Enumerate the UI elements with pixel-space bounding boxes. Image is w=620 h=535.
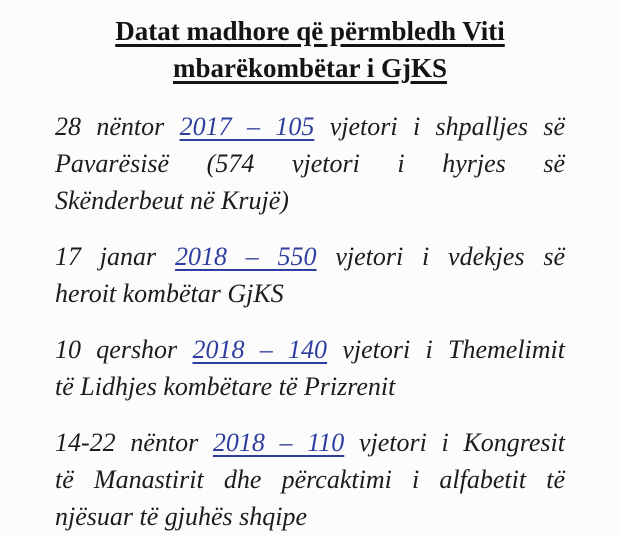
event-line: njësuar të gjuhës shqipe: [55, 502, 308, 531]
event-line: Pavarësisë (574 vjetori i hyrjes së: [55, 149, 565, 178]
anniversary-link[interactable]: 2017 – 105: [179, 112, 315, 141]
event-line: të Manastirit dhe përcaktimi i alfabetit të: [55, 465, 565, 494]
document-title: [55, 13, 565, 87]
event-paragraph-hero-death: [55, 238, 565, 312]
event-date: 10 qershor: [55, 335, 193, 364]
event-date: 17 janar: [55, 242, 175, 271]
anniversary-link[interactable]: 2018 – 110: [212, 428, 345, 457]
event-line: [55, 238, 565, 275]
event-text: vjetori i shpalljes së: [314, 112, 565, 141]
event-text: vjetori i vdekjes së: [316, 242, 566, 271]
event-date: 28 nëntor: [55, 112, 180, 141]
event-paragraph-independence: [55, 108, 565, 219]
event-line: [55, 424, 565, 461]
anniversary-link[interactable]: 2018 – 550: [174, 242, 317, 271]
event-paragraph-congress-manastir: [55, 424, 565, 535]
event-text: vjetori i Themelimit: [327, 335, 565, 364]
anniversary-link[interactable]: 2018 – 140: [192, 335, 328, 364]
document-title-line2: mbarëkombëtar i GjKS: [173, 53, 447, 83]
event-line: Skënderbeut në Krujë): [55, 186, 289, 215]
event-text: vjetori i Kongresit: [344, 428, 565, 457]
event-line: të Lidhjes kombëtare të Prizrenit: [55, 372, 396, 401]
event-line: [55, 108, 565, 145]
event-date: 14-22 nëntor: [55, 428, 213, 457]
event-paragraph-league-prizren: [55, 331, 565, 405]
document-title-line1: Datat madhore që përmbledh Viti: [115, 16, 505, 46]
event-line: heroit kombëtar GjKS: [55, 279, 284, 308]
event-line: [55, 331, 565, 368]
